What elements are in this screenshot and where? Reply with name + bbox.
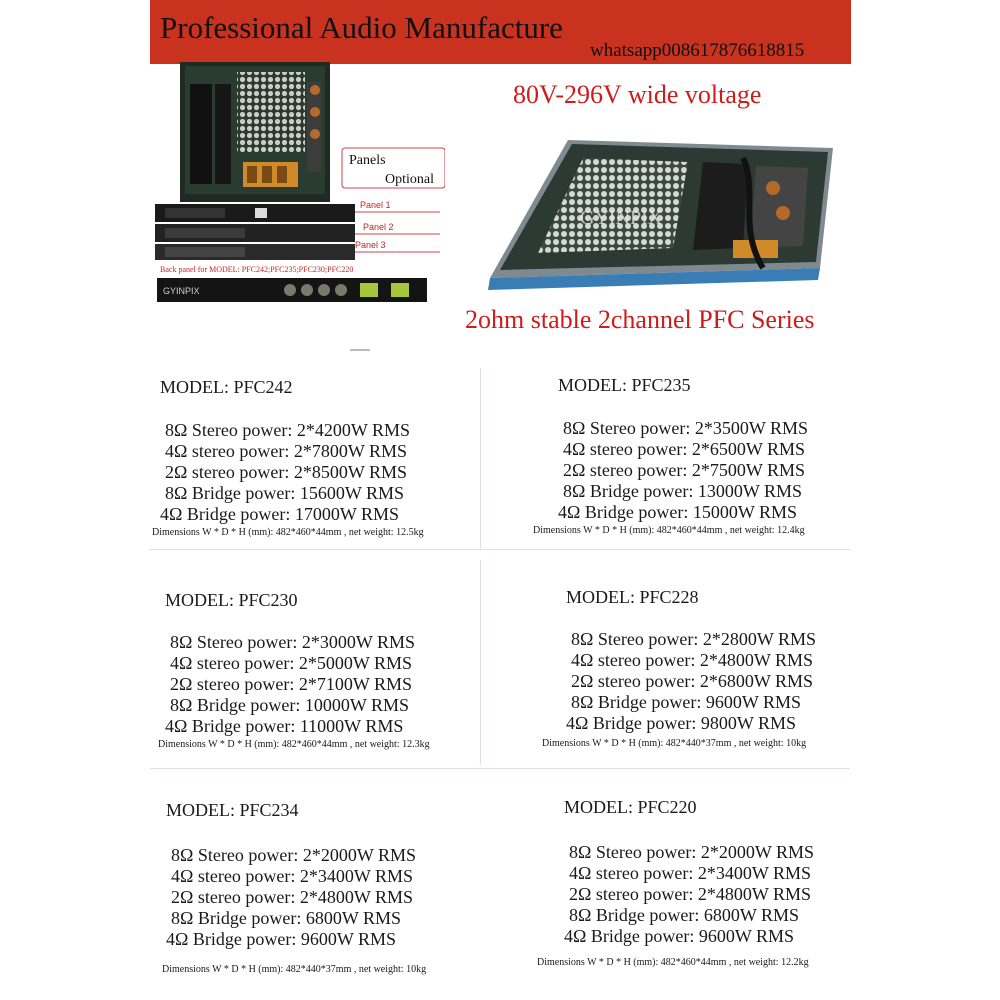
page-title: Professional Audio Manufacture bbox=[160, 10, 563, 45]
spec-8ohm-bridge: 8Ω Bridge power: 9600W RMS bbox=[571, 692, 802, 712]
spec-4ohm-stereo: 4Ω stereo power: 2*3400W RMS bbox=[171, 866, 414, 886]
back-panel-caption: Back panel for MODEL: PFC242;PFC235;PFC230;PFC220 bbox=[160, 265, 354, 274]
spec-8ohm-stereo: 8Ω Stereo power: 2*3000W RMS bbox=[170, 632, 416, 652]
model-block-pfc228 bbox=[542, 587, 816, 749]
dimensions-text: Dimensions W * D * H (mm): 482*460*44mm , net weight: 12.4kg bbox=[533, 525, 805, 536]
spec-8ohm-stereo: 8Ω Stereo power: 2*2000W RMS bbox=[171, 845, 417, 865]
spec-4ohm-bridge: 4Ω Bridge power: 17000W RMS bbox=[160, 504, 400, 524]
model-title: MODEL: PFC230 bbox=[165, 590, 298, 610]
dimensions-text: Dimensions W * D * H (mm): 482*460*44mm , net weight: 12.2kg bbox=[537, 957, 809, 968]
spec-8ohm-bridge: 8Ω Bridge power: 13000W RMS bbox=[563, 481, 803, 501]
spec-4ohm-bridge: 4Ω Bridge power: 9600W RMS bbox=[564, 926, 795, 946]
spec-4ohm-bridge: 4Ω Bridge power: 15000W RMS bbox=[558, 502, 798, 522]
model-title: MODEL: PFC220 bbox=[564, 797, 697, 817]
spec-4ohm-stereo: 4Ω stereo power: 2*7800W RMS bbox=[165, 441, 408, 461]
whatsapp-contact: whatsapp008617876618815 bbox=[590, 40, 805, 61]
panel-2-label: Panel 2 bbox=[363, 222, 394, 232]
spec-2ohm-stereo: 2Ω stereo power: 2*4800W RMS bbox=[569, 884, 812, 904]
spec-2ohm-stereo: 2Ω stereo power: 2*7500W RMS bbox=[563, 460, 806, 480]
chassis-brand-watermark: GYINPIX bbox=[580, 207, 663, 229]
spec-4ohm-stereo: 4Ω stereo power: 2*4800W RMS bbox=[571, 650, 814, 670]
spec-4ohm-stereo: 4Ω stereo power: 2*3400W RMS bbox=[569, 863, 812, 883]
dimensions-text: Dimensions W * D * H (mm): 482*460*44mm , net weight: 12.3kg bbox=[158, 739, 430, 750]
spec-4ohm-stereo: 4Ω stereo power: 2*5000W RMS bbox=[170, 653, 413, 673]
spec-8ohm-stereo: 8Ω Stereo power: 2*3500W RMS bbox=[563, 418, 809, 438]
model-title: MODEL: PFC235 bbox=[558, 375, 691, 395]
spec-8ohm-stereo: 8Ω Stereo power: 2*4200W RMS bbox=[165, 420, 411, 440]
divider-vertical bbox=[480, 368, 481, 550]
model-title: MODEL: PFC234 bbox=[166, 800, 299, 820]
spec-8ohm-stereo: 8Ω Stereo power: 2*2800W RMS bbox=[571, 629, 817, 649]
spec-2ohm-stereo: 2Ω stereo power: 2*4800W RMS bbox=[171, 887, 414, 907]
model-block-pfc242 bbox=[152, 377, 424, 538]
spec-4ohm-bridge: 4Ω Bridge power: 9800W RMS bbox=[566, 713, 797, 733]
spec-8ohm-bridge: 8Ω Bridge power: 15600W RMS bbox=[165, 483, 405, 503]
spec-4ohm-bridge: 4Ω Bridge power: 9600W RMS bbox=[166, 929, 397, 949]
spec-8ohm-bridge: 8Ω Bridge power: 10000W RMS bbox=[170, 695, 410, 715]
spec-8ohm-stereo: 8Ω Stereo power: 2*2000W RMS bbox=[569, 842, 815, 862]
spec-4ohm-stereo: 4Ω stereo power: 2*6500W RMS bbox=[563, 439, 806, 459]
dimensions-text: Dimensions W * D * H (mm): 482*460*44mm , net weight: 12.5kg bbox=[152, 527, 424, 538]
model-title: MODEL: PFC242 bbox=[160, 377, 293, 397]
model-block-pfc235 bbox=[533, 375, 808, 536]
divider-vertical-2 bbox=[480, 560, 481, 765]
model-block-pfc220 bbox=[537, 797, 814, 968]
spec-2ohm-stereo: 2Ω stereo power: 2*8500W RMS bbox=[165, 462, 408, 482]
divider-row-1 bbox=[150, 549, 850, 550]
model-title: MODEL: PFC228 bbox=[566, 587, 699, 607]
amplifier-panels-photo bbox=[155, 62, 445, 352]
panel-3-label: Panel 3 bbox=[355, 240, 386, 250]
spec-8ohm-bridge: 8Ω Bridge power: 6800W RMS bbox=[171, 908, 402, 928]
model-block-pfc230 bbox=[158, 590, 430, 750]
optional-label: Optional bbox=[385, 172, 434, 187]
series-headline: 2ohm stable 2channel PFC Series bbox=[465, 305, 815, 334]
divider-row-2 bbox=[150, 768, 850, 769]
dimensions-text: Dimensions W * D * H (mm): 482*440*37mm , net weight: 10kg bbox=[542, 738, 807, 749]
panels-label: Panels bbox=[349, 153, 386, 168]
spec-2ohm-stereo: 2Ω stereo power: 2*7100W RMS bbox=[170, 674, 413, 694]
spec-8ohm-bridge: 8Ω Bridge power: 6800W RMS bbox=[569, 905, 800, 925]
spec-4ohm-bridge: 4Ω Bridge power: 11000W RMS bbox=[165, 716, 404, 736]
model-block-pfc234 bbox=[162, 800, 426, 975]
amplifier-chassis-photo bbox=[488, 118, 843, 293]
spec-2ohm-stereo: 2Ω stereo power: 2*6800W RMS bbox=[571, 671, 814, 691]
back-panel-brand: GYINPIX bbox=[163, 286, 200, 296]
voltage-headline: 80V-296V wide voltage bbox=[513, 80, 762, 109]
dimensions-text: Dimensions W * D * H (mm): 482*440*37mm , net weight: 10kg bbox=[162, 964, 427, 975]
panel-1-label: Panel 1 bbox=[360, 200, 391, 210]
